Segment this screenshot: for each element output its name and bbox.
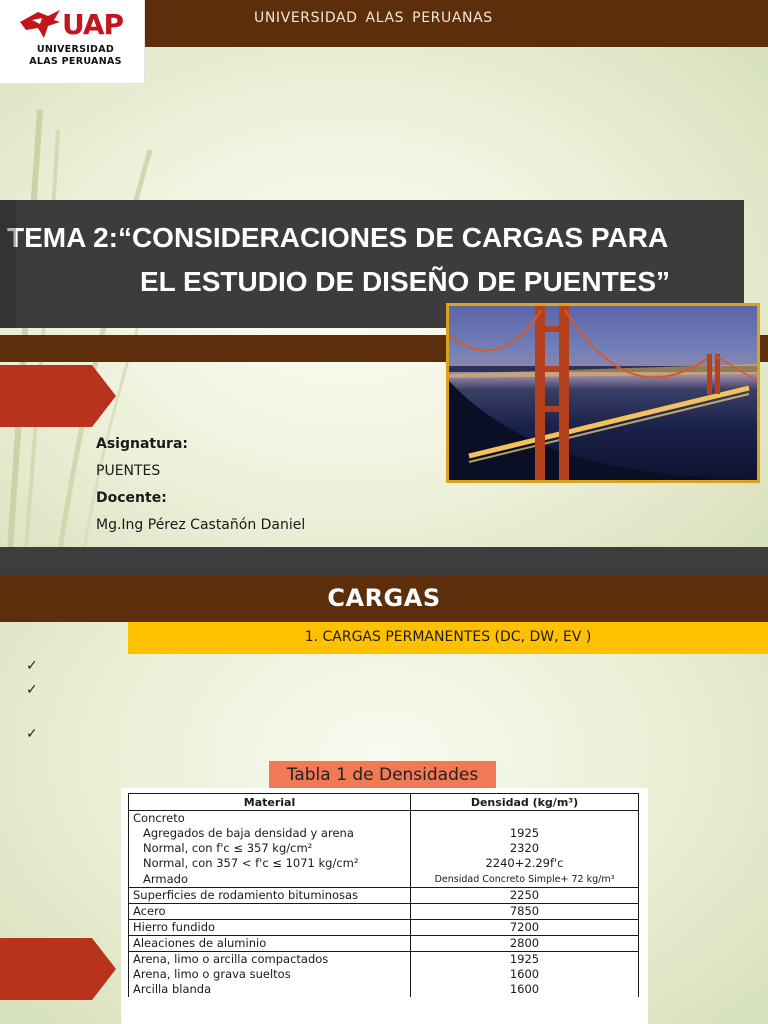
material-cell: Superficies de rodamiento bituminosas bbox=[129, 888, 411, 904]
docente-label: Docente: bbox=[96, 490, 167, 506]
title-line-2: EL ESTUDIO DE DISEÑO DE PUENTES” bbox=[140, 266, 671, 297]
table-row bbox=[129, 856, 639, 871]
table-row bbox=[129, 920, 639, 936]
material-cell: Normal, con 357 < f'c ≤ 1071 kg/cm² bbox=[143, 856, 359, 870]
material-cell: Agregados de baja densidad y arena bbox=[143, 826, 354, 840]
density-cell: 2800 bbox=[411, 936, 639, 952]
slide-divider bbox=[0, 547, 768, 575]
table-row bbox=[129, 841, 639, 856]
cargas-slide bbox=[0, 575, 768, 1024]
table-row bbox=[129, 871, 639, 888]
material-cell: Normal, con f'c ≤ 357 kg/cm² bbox=[143, 841, 313, 855]
asignatura-value: PUENTES bbox=[96, 463, 161, 479]
university-name: UNIVERSIDAD ALAS PERUANAS bbox=[254, 10, 493, 26]
density-cell: 1925 bbox=[411, 952, 639, 968]
bridge-illustration bbox=[449, 306, 757, 480]
docente-value: Mg.Ing Pérez Castañón Daniel bbox=[96, 517, 306, 533]
slide2-header bbox=[0, 575, 768, 622]
table-row bbox=[129, 982, 639, 997]
material-cell: Aleaciones de aluminio bbox=[129, 936, 411, 952]
table-row bbox=[129, 952, 639, 968]
material-cell: Armado bbox=[143, 871, 188, 886]
subtitle-text: 1. CARGAS PERMANENTES (DC, DW, EV ) bbox=[304, 629, 592, 645]
logo-line2: ALAS PERUANAS bbox=[29, 56, 122, 67]
eagle-emblem-icon bbox=[18, 8, 62, 42]
header-density: Densidad (kg/m³) bbox=[411, 794, 639, 811]
material-cell: Acero bbox=[129, 904, 411, 920]
red-arrow-decoration bbox=[0, 938, 116, 1000]
table-row bbox=[129, 826, 639, 841]
material-cell: Arena, limo o grava sueltos bbox=[129, 967, 411, 982]
density-cell: 1600 bbox=[411, 982, 639, 997]
density-cell: 2320 bbox=[411, 841, 639, 856]
table-row bbox=[129, 967, 639, 982]
logo-subtext bbox=[18, 44, 133, 68]
asignatura-label: Asignatura: bbox=[96, 436, 189, 452]
table-row bbox=[129, 888, 639, 904]
density-cell: 2240+2.29f'c bbox=[411, 856, 639, 871]
density-cell: 2250 bbox=[411, 888, 639, 904]
red-arrow-decoration bbox=[0, 365, 116, 427]
density-table bbox=[128, 793, 639, 997]
logo-line1: UNIVERSIDAD bbox=[36, 44, 115, 55]
table-caption: Tabla 1 de Densidades bbox=[269, 761, 496, 792]
checkmark-icon: ✓ bbox=[26, 658, 38, 674]
density-table-image bbox=[121, 788, 648, 1024]
title-line-1: TEMA 2:“CONSIDERACIONES DE CARGAS PARA bbox=[7, 222, 669, 253]
material-cell: Concreto bbox=[129, 811, 411, 827]
header-material: Material bbox=[129, 794, 411, 811]
slide2-title: CARGAS bbox=[327, 584, 441, 612]
title-left-accent bbox=[0, 200, 16, 328]
material-cell: Arena, limo o arcilla compactados bbox=[129, 952, 411, 968]
table-row bbox=[129, 811, 639, 827]
subtitle-bar bbox=[128, 622, 768, 654]
material-cell: Hierro fundido bbox=[129, 920, 411, 936]
logo-brand: UAP bbox=[62, 8, 124, 41]
checkmark-icon: ✓ bbox=[26, 682, 38, 698]
uap-logo bbox=[0, 0, 145, 84]
table-row bbox=[129, 904, 639, 920]
density-cell: 7200 bbox=[411, 920, 639, 936]
golden-gate-bridge-photo bbox=[446, 303, 760, 483]
material-cell: Arcilla blanda bbox=[129, 982, 411, 997]
checkmark-icon: ✓ bbox=[26, 726, 38, 742]
density-cell: 1600 bbox=[411, 967, 639, 982]
table-row bbox=[129, 936, 639, 952]
density-cell: 1925 bbox=[411, 826, 639, 841]
density-cell: 7850 bbox=[411, 904, 639, 920]
density-cell: Densidad Concreto Simple+ 72 kg/m³ bbox=[434, 874, 615, 885]
